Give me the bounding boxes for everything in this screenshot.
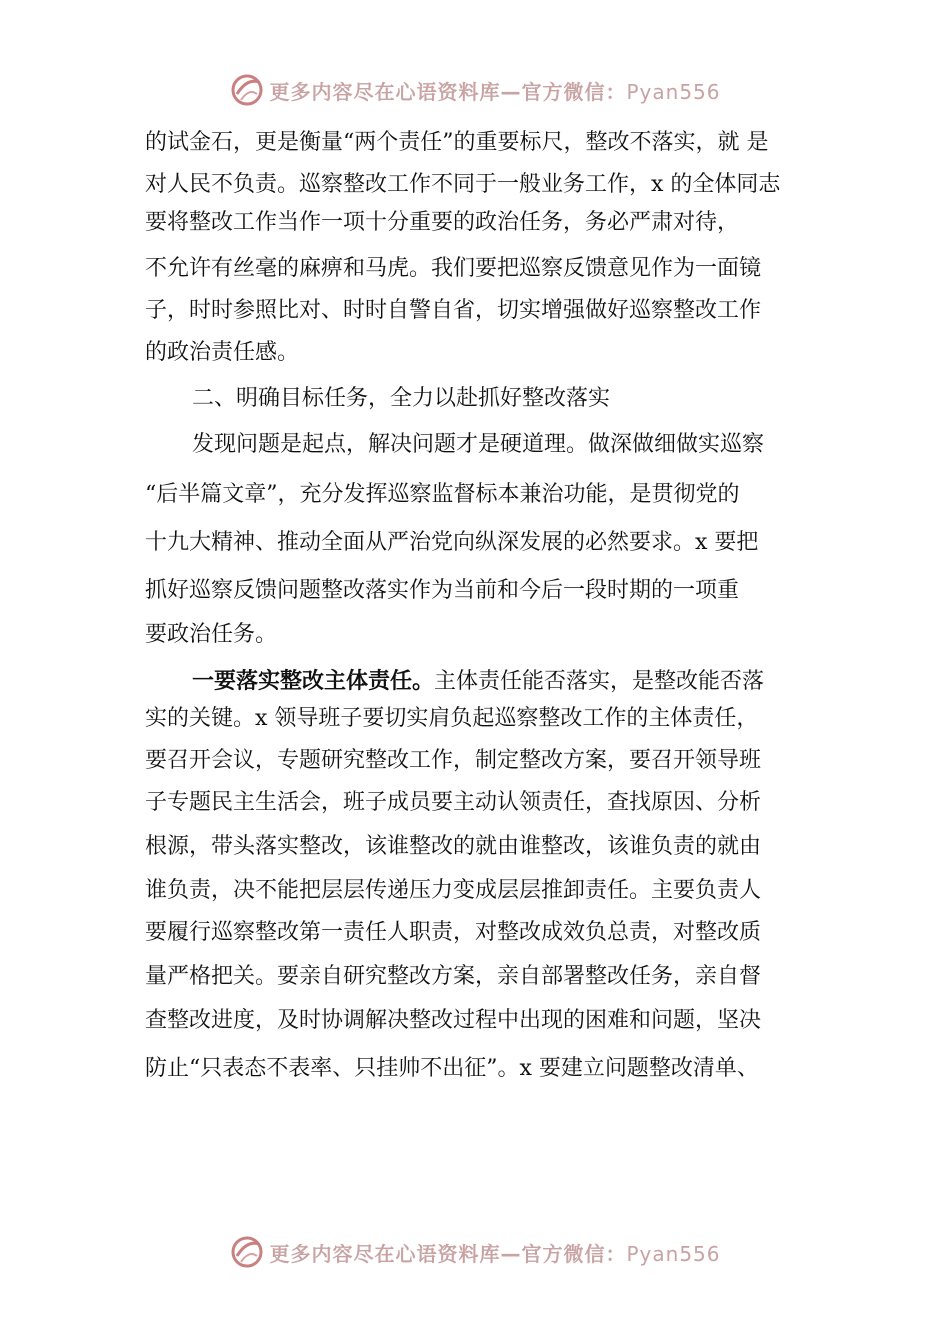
text-line: 根源，带头落实整改，该谁整改的就由谁整改，该谁负责的就由: [145, 834, 762, 859]
text-line: 查整改进度，及时协调解决整改过程中出现的困难和问题，坚决: [145, 1008, 762, 1033]
text-line: “后半篇文章”，充分发挥巡察监督标本兼治功能，是贯彻党的: [145, 482, 740, 507]
text-line: 要履行巡察整改第一责任人职责，对整改成效负总责，对整改质: [145, 920, 762, 945]
text-line: 抓好巡察反馈问题整改落实作为当前和今后一段时期的一项重: [145, 578, 740, 603]
text-line: 防止“只表态不表率、只挂帅不出征”。x 要建立问题整改清单、: [145, 1056, 759, 1081]
bold-lead: 一要落实整改主体责任。: [192, 668, 435, 694]
text-line: 实的关键。x 领导班子要切实肩负起巡察整改工作的主体责任，: [145, 706, 759, 731]
text-line: 子专题民主生活会，班子成员要主动认领责任，查找原因、分析: [145, 790, 762, 815]
wechat-id: Pyan556: [626, 1241, 721, 1266]
logo-icon: [229, 1234, 265, 1270]
header-watermark: [0, 70, 950, 110]
section-heading: 二、明确目标任务，全力以赴抓好整改落实: [192, 386, 611, 411]
text-line: 的试金石，更是衡量“两个责任”的重要标尺，整改不落实，就 是: [145, 130, 769, 155]
text-line: 发现问题是起点，解决问题才是硬道理。做深做细做实巡察: [192, 432, 765, 457]
text-line: 对人民不负责。巡察整改工作不同于一般业务工作，x 的全体同志: [145, 172, 781, 197]
text-line: 子，时时参照比对、时时自警自省，切实增强做好巡察整改工作: [145, 298, 762, 323]
text-line: 的政治责任感。: [145, 340, 300, 365]
text-line: 十九大精神、推动全面从严治党向纵深发展的必然要求。x 要把: [145, 530, 759, 555]
text-line: 谁负责，决不能把层层传递压力变成层层推卸责任。主要负责人: [145, 878, 762, 903]
logo-icon: [229, 72, 265, 108]
text-line: 要召开会议，专题研究整改工作，制定整改方案，要召开领导班: [145, 748, 762, 773]
footer-watermark: [0, 1232, 950, 1272]
watermark-text: 更多内容尽在心语资料库—官方微信：Pyan556: [269, 79, 721, 104]
text-line: 一要落实整改主体责任。主体责任能否落实，是整改能否落: [192, 668, 765, 694]
watermark-text: 更多内容尽在心语资料库—官方微信：Pyan556: [269, 1241, 721, 1266]
text-line: 不允许有丝毫的麻痹和马虎。我们要把巡察反馈意见作为一面镜: [145, 256, 762, 281]
wechat-id: Pyan556: [626, 79, 721, 104]
text-line: 要将整改工作当作一项十分重要的政治任务，务必严肃对待，: [145, 210, 740, 235]
text-line: 量严格把关。要亲自研究整改方案，亲自部署整改任务，亲自督: [145, 964, 762, 989]
text-line: 要政治任务。: [145, 622, 278, 647]
